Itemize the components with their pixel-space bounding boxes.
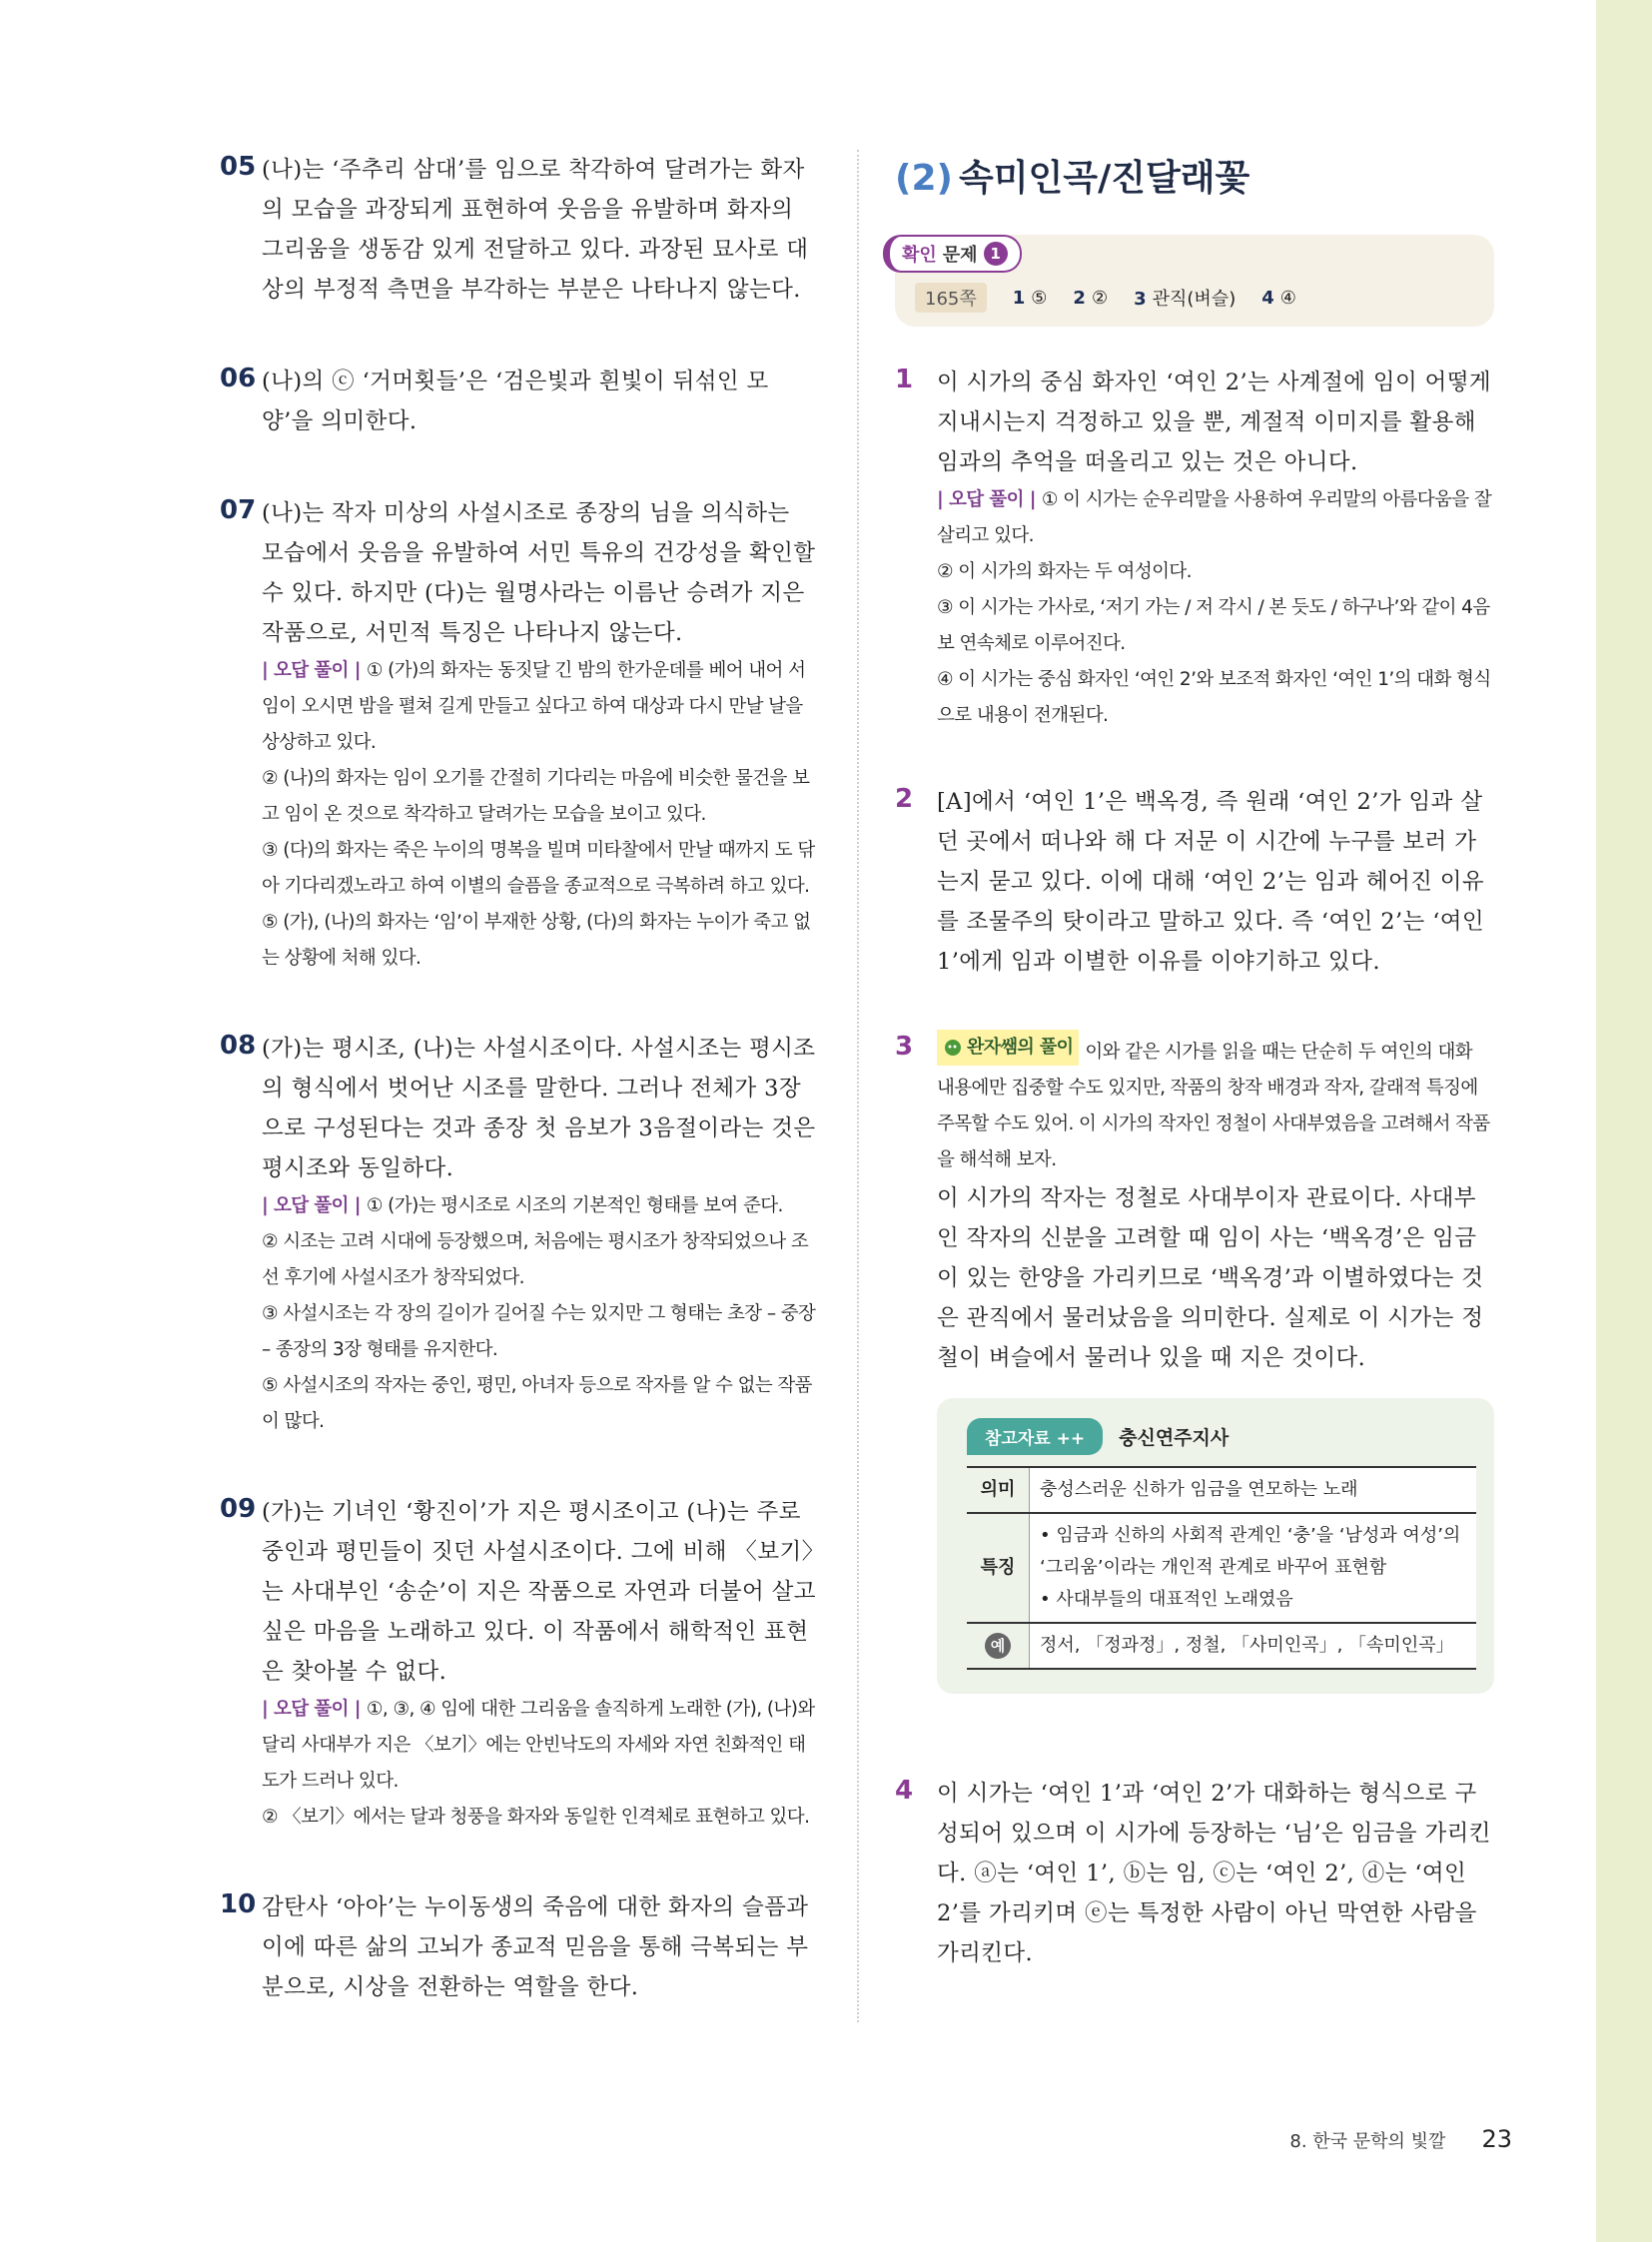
question-number: 09 — [220, 1494, 257, 1524]
wrong-answer-item: ① 이 시가는 순우리말을 사용하여 우리말의 아름다움을 잘 살리고 있다. — [937, 489, 1492, 546]
answer-05 — [220, 150, 819, 310]
wrong-answer-item: ⑤ (가), (나)의 화자는 ‘임’이 부재한 상황, (다)의 화자는 누이가 죽고 없는 상황에 처해 있다. — [262, 912, 811, 969]
chapter-title: 8. 한국 문학의 빛깔 — [1289, 2131, 1446, 2152]
answer-key-item: 2 ② — [1073, 287, 1109, 309]
row-header — [967, 1623, 1030, 1669]
answer-10 — [220, 1887, 819, 2007]
explanation-text: 감탄사 ‘아아’는 누이동생의 죽음에 대한 화자의 슬픔과 이에 따른 삶의 고뇌가 종교적 믿음을 통해 극복되는 부분으로, 시상을 전환하는 역할을 한다. — [262, 1894, 809, 2000]
wrong-answer-item: ③ 이 시가는 가사로, ‘저기 가는 / 저 각시 / 본 듯도 / 하구나’와 같이 4음보 연속체로 이루어진다. — [937, 597, 1490, 654]
wrong-answer-item: ③ 사설시조는 각 장의 길이가 길어질 수는 있지만 그 형태는 초장 – 중장 – 종장의 3장 형태를 유지한다. — [262, 1303, 816, 1360]
answer-06 — [220, 362, 819, 441]
wrong-answer-item: ③ (다)의 화자는 죽은 누이의 명복을 빌며 미타찰에서 만날 때까지 도 닦아 기다리겠노라고 하여 이별의 슬픔을 종교적으로 극복하려 하고 있다. — [262, 840, 815, 897]
teacher-text: 이와 같은 시가를 읽을 때는 단순히 두 여인의 대화 내용에만 집중할 수도 있지만, 작품의 창작 배경과 작자, 갈래적 특징에 주목할 수도 있어. 이 시가의 작자인 정철이 사대부였음을 고려해서 작품을 해석해 보자. — [937, 1042, 1490, 1170]
answer-key-item: 4 ④ — [1261, 287, 1296, 309]
wrong-answer-note — [262, 1692, 819, 1800]
explanation-text: 이 시가는 ‘여인 1’과 ‘여인 2’가 대화하는 형식으로 구성되어 있으며 이 시가에 등장하는 ‘님’은 임금을 가리킨다. ⓐ는 ‘여인 1’, ⓑ는 임, ⓒ는 ‘여인 2’, ⓓ는 ‘여인 2’를 가리키며 ⓔ는 특정한 사람이 아닌 막연한 사람을 가리킨다. — [937, 1781, 1491, 1966]
wrong-answer-item: ① (가)의 화자는 동짓달 긴 밤의 한가운데를 베어 내어 서 임이 오시면 밤을 펼쳐 길게 만들고 싶다고 하여 대상과 다시 만날 날을 상상하고 있다. — [262, 660, 806, 753]
reference-title: 충신연주지사 — [1119, 1426, 1230, 1449]
answer-key-item: 1 ⑤ — [1012, 287, 1048, 309]
wrong-answer-note — [262, 653, 819, 761]
side-color-band — [1596, 0, 1652, 2242]
wrong-answer-item: ② 〈보기〉에서는 달과 청풍을 화자와 동일한 인격체로 표현하고 있다. — [262, 1807, 810, 1828]
wrong-answer-note — [262, 1188, 819, 1224]
question-number: 4 — [895, 1776, 914, 1806]
check-badge: 1 — [984, 242, 1008, 266]
row-value: 충성스러운 신하가 임금을 연모하는 노래 — [1030, 1467, 1477, 1513]
check-tab — [883, 235, 1022, 273]
explanation-text: 이 시가의 중심 화자인 ‘여인 2’는 사계절에 임이 어떻게 지내시는지 걱정하고 있을 뿐, 계절적 이미지를 활용해 임과의 추억을 떠올리고 있는 것은 아니다. — [937, 370, 1492, 475]
question-number: 05 — [220, 152, 257, 182]
explanation-text: 이 시가의 작자는 정철로 사대부이자 관료이다. 사대부인 작자의 신분을 고려할 때 임이 사는 ‘백옥경’은 임금이 있는 한양을 가리키므로 ‘백옥경’과 이별하였다는 것은 관직에서 물러났음을 의미한다. 실제로 이 시가는 정철이 벼슬에서 물러나 있을 때 지은 것이다. — [937, 1185, 1484, 1371]
answer-07 — [220, 493, 819, 977]
answer-r3 — [895, 1030, 1494, 1378]
reference-tag: 참고자료 ++ — [967, 1418, 1103, 1455]
question-number: 06 — [220, 364, 257, 393]
reference-box — [937, 1398, 1494, 1694]
question-number: 1 — [895, 365, 914, 394]
question-number: 2 — [895, 784, 914, 814]
check-label: 확인 — [902, 245, 937, 266]
wrong-answer-item: ①, ③, ④ 임에 대한 그리움을 솔직하게 노래한 (가), (나)와 달리 사대부가 지은 〈보기〉에는 안빈낙도의 자세와 자연 친화적인 태도가 드러나 있다. — [262, 1699, 815, 1792]
wrong-answer-tag: | 오답 풀이 | — [262, 1195, 361, 1216]
example-badge: 예 — [985, 1633, 1011, 1659]
row-value: 정서, 「정과정」, 정철, 「사미인곡」, 「속미인곡」 — [1030, 1623, 1477, 1669]
explanation-text: (나)는 ‘주추리 삼대’를 임으로 착각하여 달려가는 화자의 모습을 과장되게 표현하여 웃음을 유발하며 화자의 그리움을 생동감 있게 전달하고 있다. 과장된 묘사로 대상의 부정적 측면을 부각하는 부분은 나타나지 않는다. — [262, 157, 809, 303]
answer-09 — [220, 1492, 819, 1836]
row-header: 의미 — [967, 1467, 1030, 1513]
bullet-item: • 임금과 신하의 사회적 관계인 ‘충’을 ‘남성과 여성’의 ‘그리움’이라는 개인적 관계로 바꾸어 표현함 — [1040, 1525, 1461, 1578]
table-row — [967, 1467, 1476, 1513]
wrong-answer-note — [937, 482, 1494, 554]
teacher-note — [937, 1030, 1494, 1178]
section-title — [895, 150, 1494, 201]
answer-key-row — [915, 283, 1296, 313]
section-title-text: 속미인곡/진달래꽃 — [958, 158, 1250, 199]
wrong-answer-item: ① (가)는 평시조로 시조의 기본적인 형태를 보여 준다. — [366, 1195, 783, 1216]
answer-08 — [220, 1029, 819, 1440]
wrong-answer-item: ② 이 시가의 화자는 두 여성이다. — [937, 561, 1192, 582]
column-divider — [857, 150, 859, 2022]
question-number: 10 — [220, 1889, 257, 1919]
answer-r2 — [895, 782, 1494, 982]
wrong-answer-item: ④ 이 시가는 중심 화자인 ‘여인 2’와 보조적 화자인 ‘여인 1’의 대화 형식으로 내용이 전개된다. — [937, 669, 1491, 726]
page-reference: 165쪽 — [915, 283, 987, 313]
leaf-character-icon — [943, 1038, 963, 1058]
row-header: 특징 — [967, 1513, 1030, 1623]
right-column — [895, 150, 1494, 2021]
section-number: (2) — [895, 158, 953, 199]
teacher-label: 완자쌤의 풀이 — [967, 1037, 1074, 1058]
reference-table — [967, 1466, 1476, 1670]
answer-key-item: 3 관직(벼슬) — [1134, 289, 1237, 310]
row-value — [1030, 1513, 1477, 1623]
wrong-answer-item: ⑤ 사설시조의 작자는 중인, 평민, 아녀자 등으로 작자를 알 수 없는 작품이 많다. — [262, 1375, 812, 1432]
wrong-answer-item: ② 시조는 고려 시대에 등장했으며, 처음에는 평시조가 창작되었으나 조선 후기에 사설시조가 창작되었다. — [262, 1231, 809, 1288]
question-number: 08 — [220, 1031, 257, 1061]
check-answers-box — [895, 235, 1494, 327]
wrong-answer-tag: | 오답 풀이 | — [262, 1699, 361, 1720]
page-number: 23 — [1481, 2125, 1512, 2153]
wrong-answer-item: ② (나)의 화자는 임이 오기를 간절히 기다리는 마음에 비슷한 물건을 보고 임이 온 것으로 착각하고 달려가는 모습을 보이고 있다. — [262, 768, 810, 825]
wrong-answer-tag: | 오답 풀이 | — [937, 489, 1036, 510]
teacher-badge — [937, 1030, 1079, 1066]
table-row — [967, 1623, 1476, 1669]
left-column — [220, 150, 819, 2059]
reference-header — [967, 1416, 1476, 1456]
explanation-text: (가)는 평시조, (나)는 사설시조이다. 사설시조는 평시조의 형식에서 벗어난 시조를 말한다. 그러나 전체가 3장으로 구성된다는 것과 종장 첫 음보가 3음절이라는 것은 평시조와 동일하다. — [262, 1036, 816, 1181]
answer-r1 — [895, 363, 1494, 734]
answer-r4 — [895, 1774, 1494, 1973]
explanation-text: (나)는 작자 미상의 사설시조로 종장의 님을 의식하는 모습에서 웃음을 유발하여 서민 특유의 건강성을 확인할 수 있다. 하지만 (다)는 월명사라는 이름난 승려가 지은 작품으로, 서민적 특징은 나타나지 않는다. — [262, 500, 816, 646]
explanation-text: (나)의 ⓒ ‘거머횟들’은 ‘검은빛과 흰빛이 뒤섞인 모양’을 의미한다. — [262, 369, 769, 434]
page-footer — [1289, 2125, 1512, 2153]
question-number: 07 — [220, 495, 257, 525]
explanation-text: [A]에서 ‘여인 1’은 백옥경, 즉 원래 ‘여인 2’가 임과 살던 곳에서 떠나와 해 다 저문 이 시간에 누구를 보러 가는지 묻고 있다. 이에 대해 ‘여인 2’는 임과 헤어진 이유를 조물주의 탓이라고 말하고 있다. 즉 ‘여인 2’는 ‘여인 1’에게 임과 이별한 이유를 이야기하고 있다. — [937, 789, 1485, 975]
question-number: 3 — [895, 1032, 914, 1062]
explanation-text: (가)는 기녀인 ‘황진이’가 지은 평시조이고 (나)는 주로 중인과 평민들이 짓던 사설시조이다. 그에 비해 〈보기〉는 사대부인 ‘송순’이 지은 작품으로 자연과 더불어 살고 싶은 마음을 노래하고 있다. 이 작품에서 해학적인 표현은 찾아볼 수 없다. — [262, 1499, 816, 1685]
table-row — [967, 1513, 1476, 1623]
bullet-item: • 사대부들의 대표적인 노래였음 — [1040, 1589, 1293, 1610]
wrong-answer-tag: | 오답 풀이 | — [262, 660, 361, 681]
problem-label: 문제 — [942, 245, 978, 266]
